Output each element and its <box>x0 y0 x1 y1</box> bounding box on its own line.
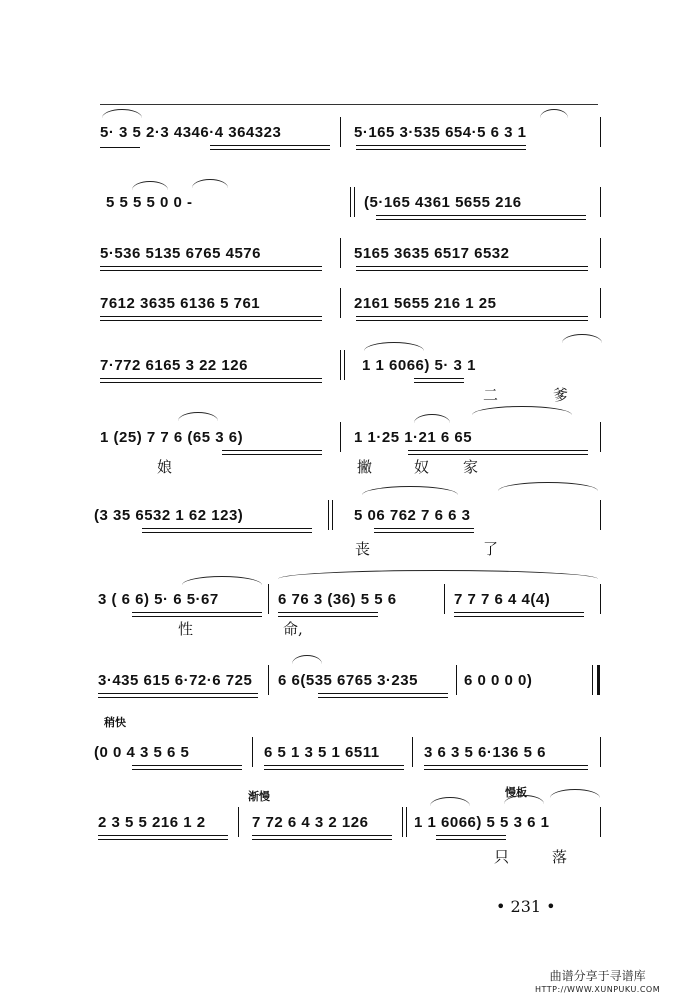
beam <box>278 612 378 617</box>
measure: 5·165 3·535 654·5 6 3 1 <box>354 124 527 141</box>
beam <box>98 835 228 840</box>
measure: 7 72 6 4 3 2 126 <box>252 814 369 831</box>
barline <box>340 288 341 318</box>
beam <box>376 215 586 220</box>
beam <box>100 147 140 148</box>
barline <box>600 117 601 147</box>
beam <box>142 528 312 533</box>
barline <box>340 238 341 268</box>
measure: 5165 3635 6517 6532 <box>354 245 510 262</box>
tempo-marking: 慢板 <box>505 786 527 799</box>
slur <box>182 576 262 585</box>
barline <box>344 350 345 380</box>
measure: 7 7 7 6 4 4(4) <box>454 591 551 608</box>
beam <box>100 316 322 321</box>
beam <box>210 145 330 150</box>
beam <box>264 765 404 770</box>
beam <box>98 693 258 698</box>
beam <box>100 266 322 271</box>
measure: 5· 3 5 2·3 4346·4 364323 <box>100 124 282 141</box>
beam <box>356 316 588 321</box>
barline <box>600 187 601 217</box>
measure: 3·435 615 6·72·6 725 <box>98 672 253 689</box>
lyric: 二 <box>483 386 499 404</box>
measure: 2 3 5 5 216 1 2 <box>98 814 206 831</box>
slur <box>550 789 600 798</box>
beam <box>318 693 448 698</box>
lyric: 只 <box>494 848 510 866</box>
lyric: 命, <box>283 620 303 638</box>
barline <box>252 737 253 767</box>
slur <box>362 486 458 495</box>
barline <box>600 288 601 318</box>
measure: 1 (25) 7 7 6 (65 3 6) <box>100 429 244 446</box>
slur <box>540 109 568 118</box>
barline <box>600 422 601 452</box>
lyric: 丧 <box>355 540 371 558</box>
page-number: • 231 • <box>496 897 556 916</box>
watermark <box>535 969 660 997</box>
top-rule <box>100 104 598 105</box>
barline <box>456 665 457 695</box>
staff-line-7 <box>92 496 602 546</box>
staff-line-2 <box>92 183 602 233</box>
tempo-marking: 渐慢 <box>248 790 270 803</box>
barline <box>268 665 269 695</box>
slur <box>498 482 598 491</box>
lyric: 娘 <box>157 458 173 476</box>
slur <box>364 342 424 351</box>
watermark-title: 曲谱分享于寻谱库 <box>549 969 646 983</box>
slur <box>562 334 602 343</box>
measure: 6 6(535 6765 3·235 <box>278 672 418 689</box>
slur <box>472 406 572 415</box>
beam <box>356 145 526 150</box>
beam <box>132 612 262 617</box>
measure: 3 6 3 5 6·136 5 6 <box>424 744 546 761</box>
barline <box>328 500 329 530</box>
barline <box>340 350 341 380</box>
staff-line-11 <box>92 803 602 853</box>
slur <box>278 570 598 579</box>
measure: (3 35 6532 1 62 123) <box>94 507 244 524</box>
staff-line-10 <box>92 733 602 783</box>
measure: 1 1 6066) 5· 3 1 <box>362 357 476 374</box>
lyric: 撇 <box>357 458 373 476</box>
beam <box>374 528 474 533</box>
beam <box>424 765 588 770</box>
staff-line-8 <box>92 580 602 630</box>
beam <box>132 765 242 770</box>
staff-line-1 <box>92 113 602 163</box>
barline <box>340 117 341 147</box>
beam <box>356 266 588 271</box>
lyric: 爹 <box>553 386 569 404</box>
barline <box>600 807 601 837</box>
measure: 5 06 762 7 6 6 3 <box>354 507 471 524</box>
barline <box>340 422 341 452</box>
final-barline <box>592 665 600 695</box>
staff-line-3 <box>92 234 602 284</box>
measure: 7612 3635 6136 5 761 <box>100 295 261 312</box>
staff-line-4 <box>92 284 602 334</box>
measure: 6 0 0 0 0) <box>464 672 533 689</box>
measure: 5 5 5 5 0 0 - <box>106 194 193 211</box>
barline <box>350 187 351 217</box>
measure: 6 5 1 3 5 1 6511 <box>264 744 380 761</box>
barline <box>444 584 445 614</box>
barline <box>412 737 413 767</box>
staff-line-9 <box>92 661 602 711</box>
barline <box>268 584 269 614</box>
beam <box>222 450 322 455</box>
measure: 1 1·25 1·21 6 65 <box>354 429 473 446</box>
barline <box>332 500 333 530</box>
tempo-marking: 稍快 <box>104 716 126 729</box>
watermark-url: HTTP://WWW.XUNPUKU.COM <box>535 985 661 994</box>
slur <box>178 412 218 421</box>
measure: (5·165 4361 5655 216 <box>364 194 522 211</box>
measure: 1 1 6066) 5 5 3 6 1 <box>414 814 550 831</box>
barline <box>402 807 403 837</box>
beam <box>436 835 506 840</box>
slur <box>430 797 470 806</box>
slur <box>102 109 142 118</box>
lyric: 家 <box>463 458 479 476</box>
beam <box>454 612 584 617</box>
slur <box>192 179 228 188</box>
beam <box>408 450 588 455</box>
measure: (0 0 4 3 5 6 5 <box>94 744 190 761</box>
slur <box>414 414 450 423</box>
measure: 6 76 3 (36) 5 5 6 <box>278 591 397 608</box>
barline <box>600 584 601 614</box>
barline <box>354 187 355 217</box>
lyric: 奴 <box>414 458 430 476</box>
measure: 3 ( 6 6) 5· 6 5·67 <box>98 591 219 608</box>
measure: 5·536 5135 6765 4576 <box>100 245 261 262</box>
barline <box>600 737 601 767</box>
lyric: 性 <box>178 620 194 638</box>
slur <box>504 795 544 804</box>
beam <box>414 378 464 383</box>
lyric: 了 <box>483 540 499 558</box>
barline <box>238 807 239 837</box>
measure: 7·772 6165 3 22 126 <box>100 357 248 374</box>
measure: 2161 5655 216 1 25 <box>354 295 497 312</box>
barline <box>600 500 601 530</box>
slur <box>292 655 322 664</box>
beam <box>100 378 322 383</box>
barline <box>406 807 407 837</box>
lyric: 落 <box>552 848 568 866</box>
beam <box>252 835 392 840</box>
staff-line-5 <box>92 346 602 396</box>
barline <box>600 238 601 268</box>
